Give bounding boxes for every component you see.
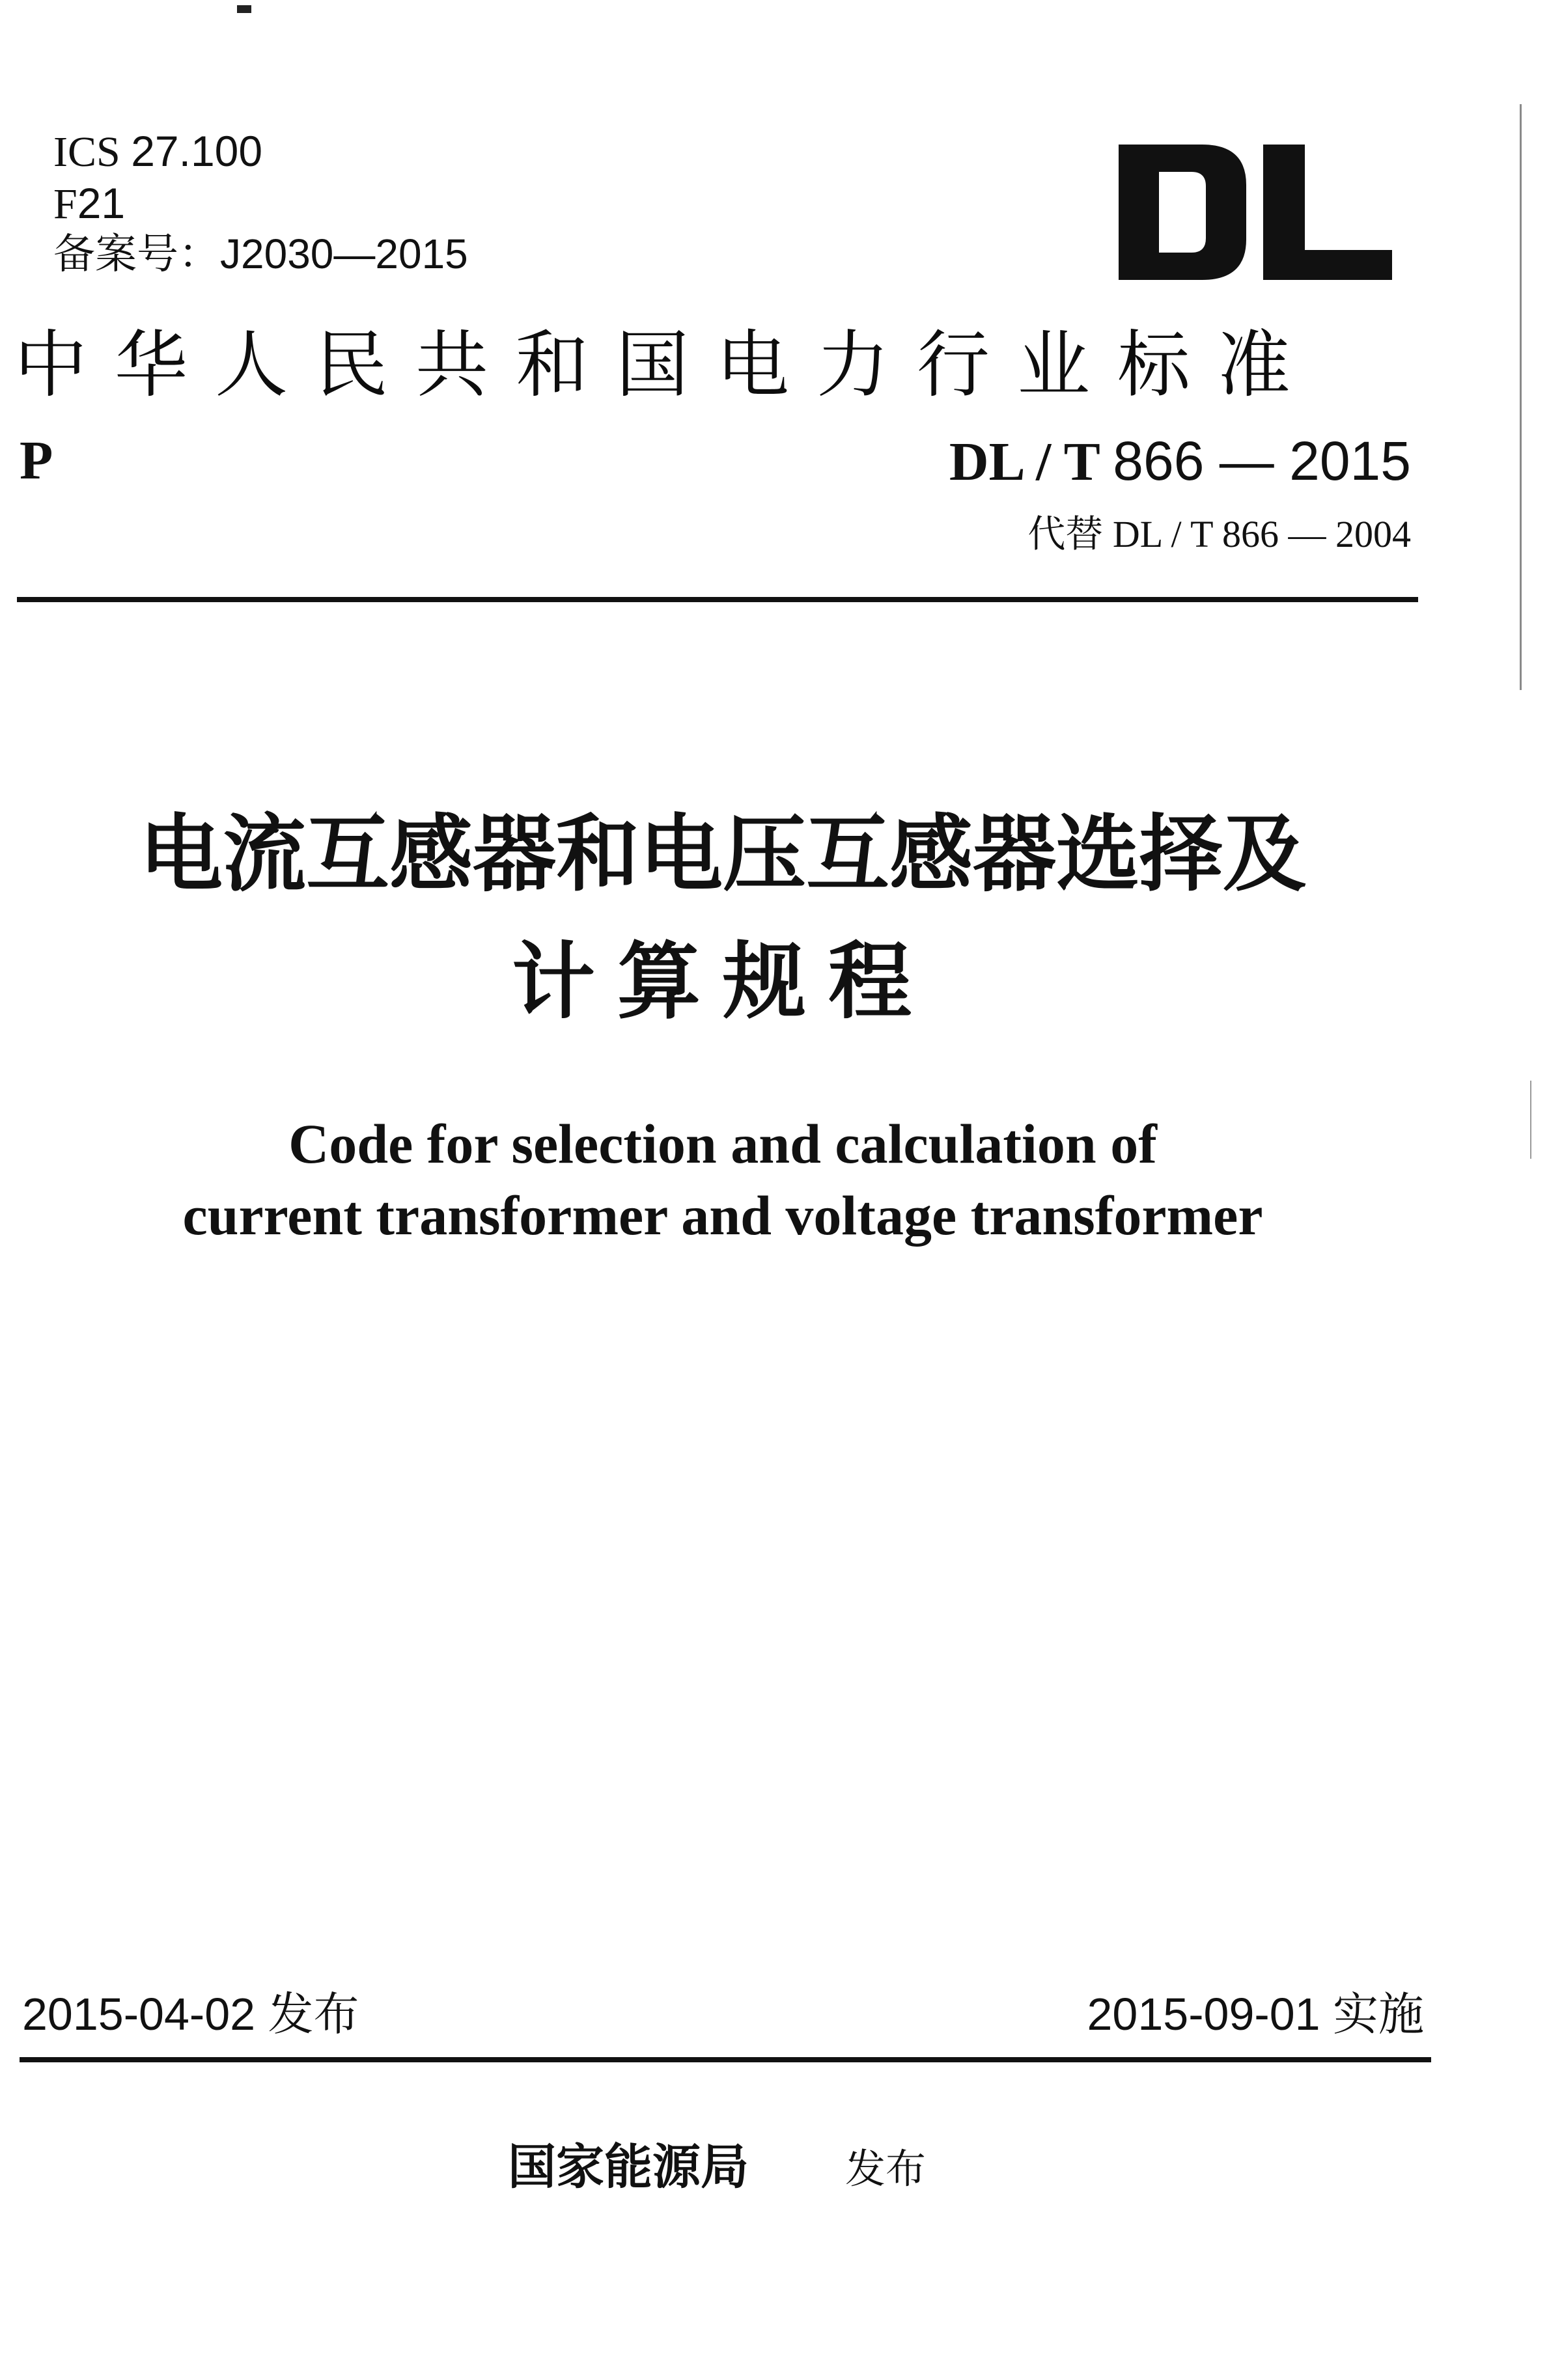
logo-letter-d — [1119, 145, 1246, 280]
header-divider — [17, 597, 1418, 602]
issue-date: 2015-04-02 发布 — [22, 1989, 359, 2040]
ccs-number: 21 — [77, 179, 126, 227]
record-label: 备案号： — [53, 230, 220, 277]
scan-edge-line — [1530, 1081, 1531, 1159]
standard-prefix: DL / T — [949, 432, 1113, 492]
document-title-en-line2: current transformer and voltage transformer — [182, 1184, 1263, 1247]
record-number — [53, 230, 468, 277]
scan-mark — [237, 5, 251, 13]
dl-logo — [1119, 145, 1392, 280]
category-letter: P — [20, 430, 53, 491]
publisher-action: 发布 — [845, 2145, 927, 2193]
document-title-en-line1: Code for selection and calculation of — [288, 1113, 1157, 1175]
document-title-cn-line1: 电流互感器和电压互感器选择及 — [139, 806, 1306, 903]
ccs-letter: F — [53, 180, 77, 228]
record-value: J2030—2015 — [220, 230, 468, 277]
replaces-standard: 代替 DL / T 866 — 2004 — [1027, 513, 1411, 555]
logo-letter-l — [1263, 145, 1392, 280]
ics-label: ICS — [53, 128, 120, 176]
document-title-cn-line2: 计算规程 — [511, 934, 934, 1031]
standard-number — [949, 430, 1411, 493]
scan-edge-line — [1520, 104, 1522, 690]
ics-code — [53, 128, 262, 176]
ics-number: 27.100 — [131, 127, 263, 175]
publisher-name: 国家能源局 — [508, 2139, 749, 2195]
standard-number-value: 866 — 2015 — [1113, 430, 1411, 491]
implementation-date: 2015-09-01 实施 — [1087, 1989, 1424, 2040]
ccs-code — [53, 180, 125, 228]
issuing-body-title: 中华人民共和国电力行业标准 — [14, 323, 1318, 408]
footer-divider — [20, 2057, 1431, 2062]
